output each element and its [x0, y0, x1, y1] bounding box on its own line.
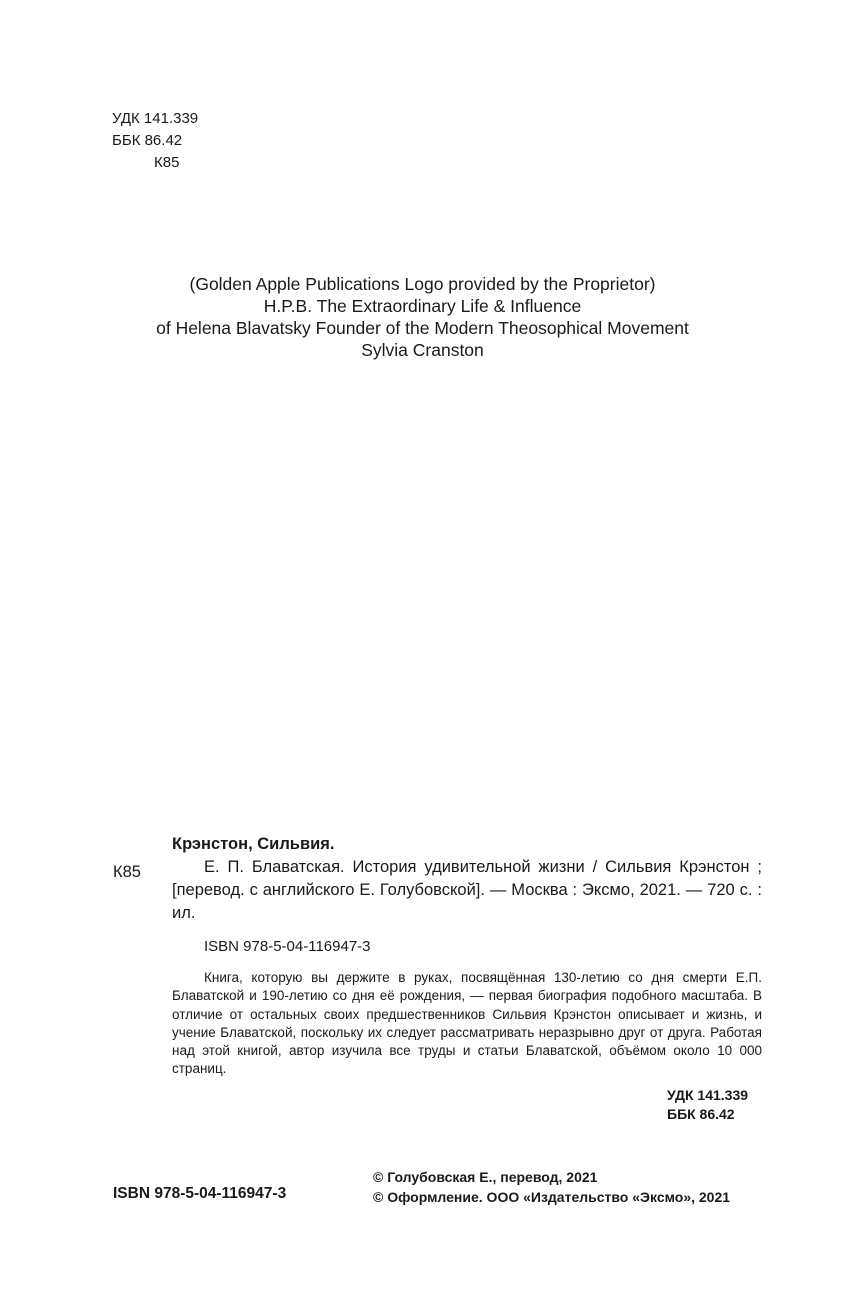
- catalog-udk: УДК 141.339: [667, 1086, 749, 1103]
- catalog-author: Крэнстон, Сильвия.: [172, 835, 335, 853]
- copyright-block: [373, 1167, 730, 1207]
- catalog-bbk: ББК 86.42: [667, 1105, 735, 1122]
- copyright-design: © Оформление. ООО «Издательство «Эксмо», 2021: [373, 1189, 731, 1205]
- original-author: Sylvia Cranston: [361, 340, 484, 360]
- catalog-author-mark: К85: [113, 863, 141, 881]
- original-edition-block: [0, 273, 845, 361]
- catalog-record: [172, 833, 762, 1124]
- catalog-index: [172, 1086, 762, 1124]
- author-mark: К85: [154, 154, 180, 171]
- classification-block: [112, 108, 198, 174]
- udk-code: УДК 141.339: [112, 110, 199, 127]
- bbk-code: ББК 86.42: [112, 132, 183, 149]
- catalog-description: Е. П. Блаватская. История удивительной жизни / Сильвия Крэнстон ; [перевод. с английского Е. Голубовской]. — Москва : Эксмо, 2021. — 720 с. : ил.: [172, 858, 762, 922]
- catalog-annotation: Книга, которую вы держите в руках, посвящённая 130-летию со дня смерти Е.П. Блаватской и 190-летию со дня её рождения, — первая биография подобного масштаба. В отличие от остальных своих предшественников Сильвия Крэнстон описывает и жизнь, и учение Блаватской, поскольку их следует рассматривать неразрывно друг от друга. Работая над этой книгой, автор изучила все труды и статьи Блаватской, объёмом около 10 000 страниц.: [172, 970, 762, 1077]
- original-title-line-2: of Helena Blavatsky Founder of the Modern Theosophical Movement: [156, 318, 689, 338]
- footer-isbn: ISBN 978-5-04-116947-3: [113, 1185, 287, 1202]
- original-title-line-1: H.P.B. The Extraordinary Life & Influence: [263, 296, 582, 316]
- logo-note: (Golden Apple Publications Logo provided by the Proprietor): [189, 274, 656, 294]
- copyright-translation: © Голубовская Е., перевод, 2021: [373, 1169, 598, 1185]
- catalog-isbn: ISBN 978-5-04-116947-3: [204, 938, 371, 955]
